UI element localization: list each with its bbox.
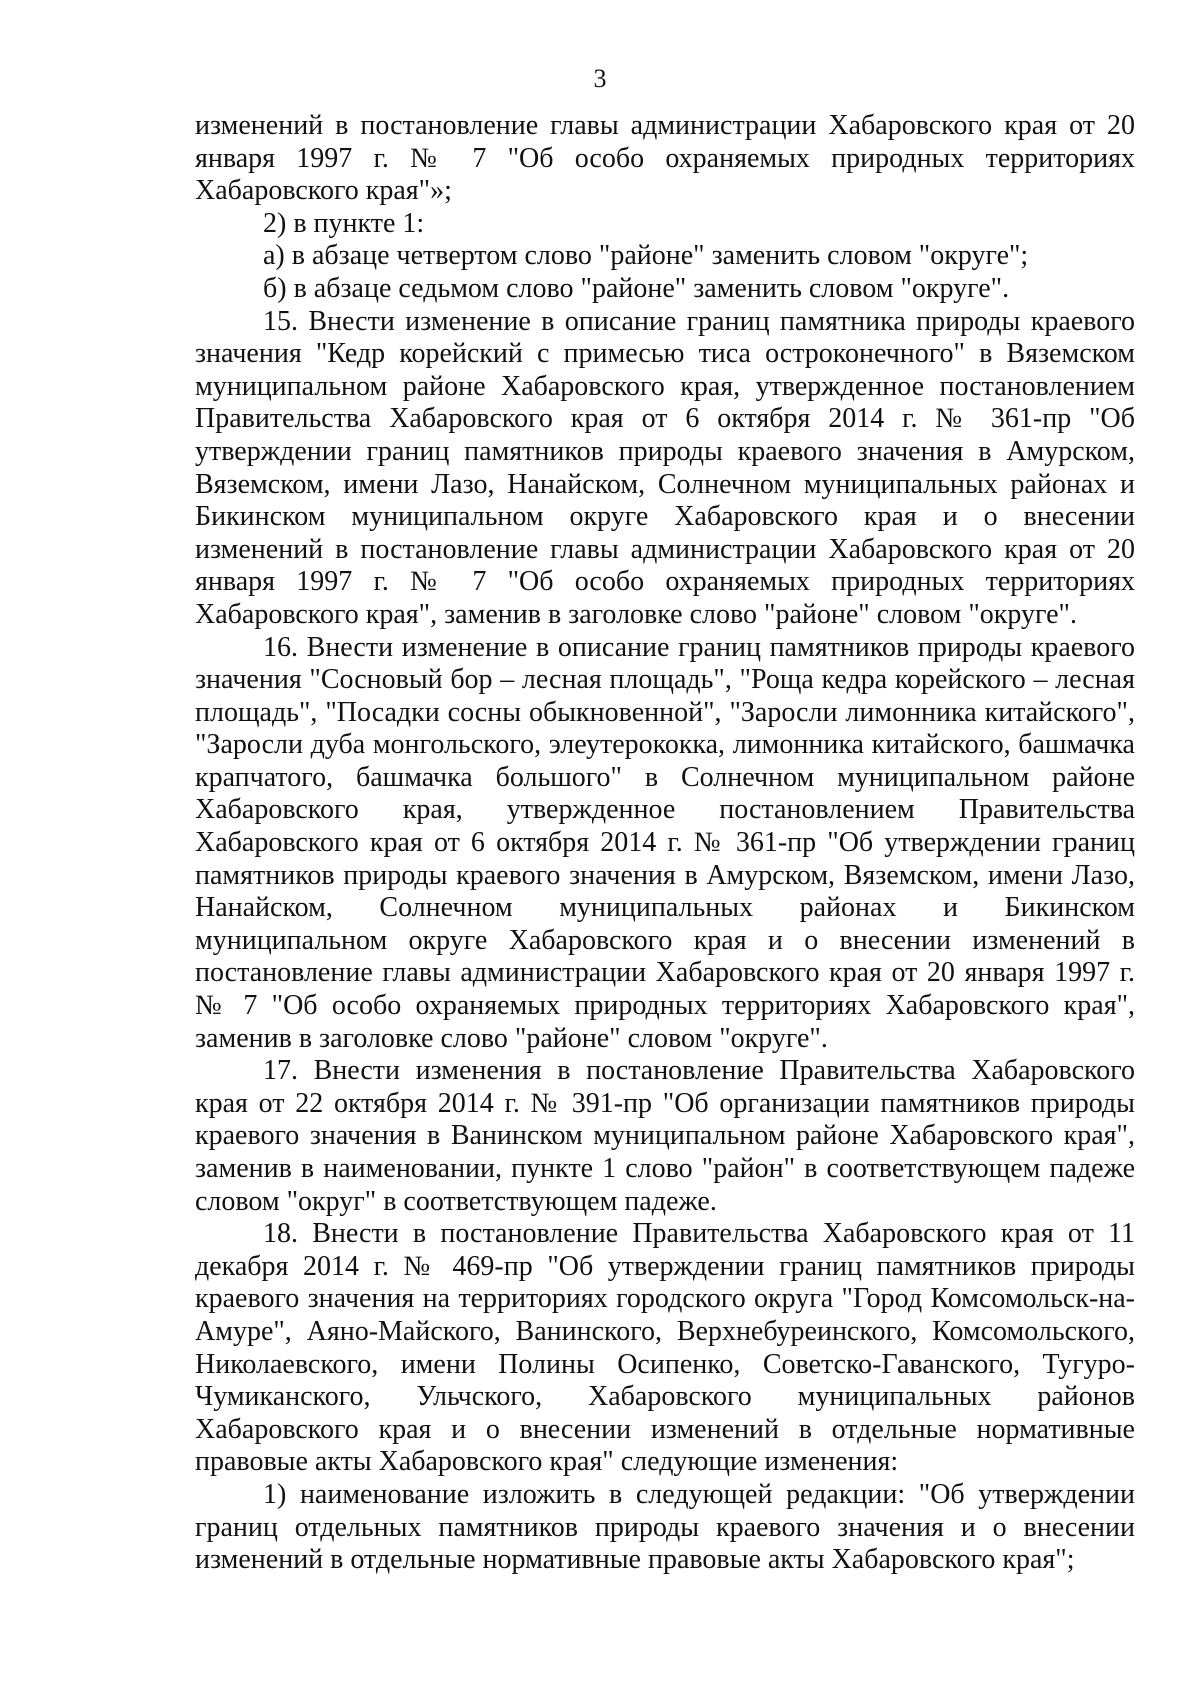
item-17-paragraph: 17. Внести изменения в постановление Правительства Хабаровского края от 22 октября 2014 г. № 391-пр "Об организации памятников природы краевого значения в Ванинском муниципальном районе Хабаровского края", заменив в наименовании, пункте 1 слово "район" в соответствующем падеже словом "округ" в соответствующем падеже.: [195, 1055, 1135, 1217]
item-16-paragraph: 16. Внести изменение в описание границ памятников природы краевого значения "Сосновый бор – лесная площадь", "Роща кедра корейского – лесная площадь", "Посадки сосны обыкновенной", "Заросли лимонника китайского", "Заросли дуба монгольского, элеутерококка, лимонника китайского, башмачка крапчатого, башмачка большого" в Солнечном муниципальном районе Хабаровского края, утвержденное постановлением Правительства Хабаровского края от 6 октября 2014 г. № 361-пр "Об утверждении границ памятников природы краевого значения в Амурском, Вяземском, имени Лазо, Нанайском, Солнечном муниципальных районах и Бикинском муниципальном округе Хабаровского края и о внесении изменений в постановление главы администрации Хабаровского края от 20 января 1997 г. № 7 "Об особо охраняемых природных территориях Хабаровского края", заменив в заголовке слово "районе" словом "округе".: [195, 631, 1135, 1054]
continuation-paragraph: изменений в постановление главы администрации Хабаровского края от 20 января 1997 г. № 7 "Об особо охраняемых природных территориях Хабаровского края"»;: [195, 110, 1135, 207]
subitem-b-paragraph: б) в абзаце седьмом слово "районе" заменить словом "округе".: [263, 272, 1010, 304]
subitem-a-paragraph: а) в абзаце четвертом слово "районе" заменить словом "округе";: [263, 240, 1029, 272]
item-18-paragraph: 18. Внести в постановление Правительства Хабаровского края от 11 декабря 2014 г. № 469-пр "Об утверждении границ памятников природы краевого значения на территориях городского округа "Город Комсомольск-на-Амуре", Аяно-Майского, Ванинского, Верхнебуреинского, Комсомольского, Николаевского, имени Полины Осипенко, Советско-Гаванского, Тугуро-Чумиканского, Ульчского, Хабаровского муниципальных районов Хабаровского края и о внесении изменений в отдельные нормативные правовые акты Хабаровского края" следующие изменения:: [195, 1218, 1135, 1478]
item-18-subitem-1-paragraph: 1) наименование изложить в следующей редакции: "Об утверждении границ отдельных памятников природы краевого значения и о внесении изменений в отдельные нормативные правовые акты Хабаровского края";: [195, 1478, 1135, 1576]
page-number: 3: [593, 64, 607, 93]
subitem-2-paragraph: 2) в пункте 1:: [263, 207, 425, 239]
document-body: [195, 110, 1135, 1577]
item-15-paragraph: 15. Внести изменение в описание границ памятника природы краевого значения "Кедр корейский с примесью тиса остроконечного" в Вяземском муниципальном районе Хабаровского края, утвержденное постановлением Правительства Хабаровского края от 6 октября 2014 г. № 361-пр "Об утверждении границ памятников природы краевого значения в Амурском, Вяземском, имени Лазо, Нанайском, Солнечном муниципальных районах и Бикинском муниципальном округе Хабаровского края и о внесении изменений в постановление главы администрации Хабаровского края от 20 января 1997 г. № 7 "Об особо охраняемых природных территориях Хабаровского края", заменив в заголовке слово "районе" словом "округе".: [195, 305, 1135, 630]
